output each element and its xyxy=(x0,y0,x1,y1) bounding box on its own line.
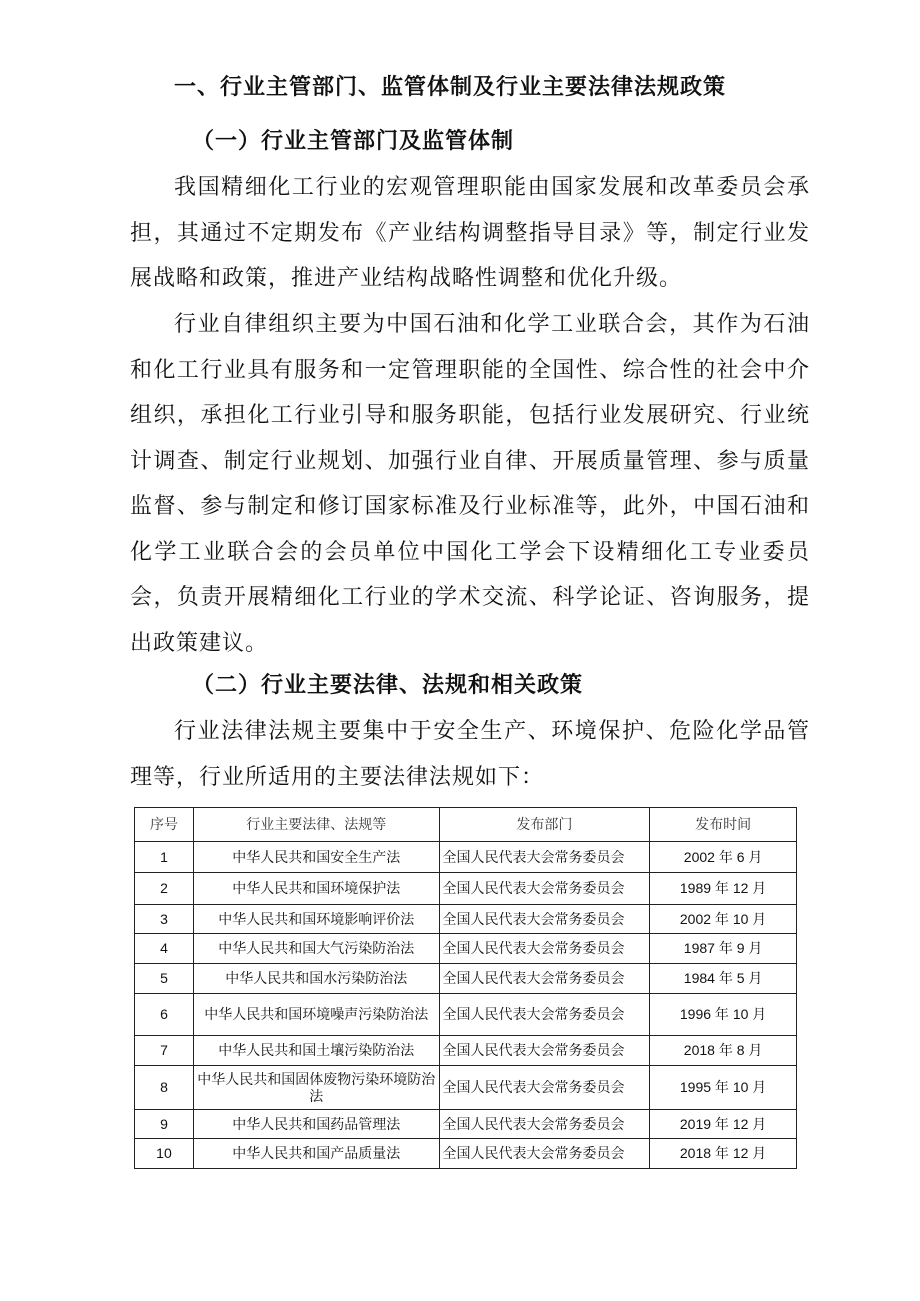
row-dept: 全国人民代表大会常务委员会 xyxy=(439,873,650,905)
row-law-name: 中华人民共和国土壤污染防治法 xyxy=(193,1036,439,1066)
row-no: 10 xyxy=(135,1139,194,1169)
row-date: 2018 年 8 月 xyxy=(650,1036,797,1066)
row-dept: 全国人民代表大会常务委员会 xyxy=(439,905,650,934)
table-row xyxy=(135,873,797,905)
laws-table xyxy=(134,807,797,1169)
row-dept: 全国人民代表大会常务委员会 xyxy=(439,1066,650,1110)
table-row xyxy=(135,994,797,1036)
row-no: 4 xyxy=(135,934,194,964)
document-heading: 一、行业主管部门、监管体制及行业主要法律法规政策 xyxy=(174,75,727,100)
row-no: 5 xyxy=(135,964,194,994)
row-date: 2019 年 12 月 xyxy=(650,1110,797,1139)
row-dept: 全国人民代表大会常务委员会 xyxy=(439,842,650,873)
row-date: 1996 年 10 月 xyxy=(650,994,797,1036)
row-dept: 全国人民代表大会常务委员会 xyxy=(439,964,650,994)
table-row xyxy=(135,1036,797,1066)
table-row xyxy=(135,842,797,873)
row-dept: 全国人民代表大会常务委员会 xyxy=(439,1110,650,1139)
row-date: 1995 年 10 月 xyxy=(650,1066,797,1110)
row-law-name: 中华人民共和国环境保护法 xyxy=(193,873,439,905)
row-law-name: 中华人民共和国大气污染防治法 xyxy=(193,934,439,964)
row-no: 8 xyxy=(135,1066,194,1110)
row-law-name: 中华人民共和国药品管理法 xyxy=(193,1110,439,1139)
row-law-name: 中华人民共和国固体废物污染环境防治法 xyxy=(193,1066,439,1110)
header-law-name: 行业主要法律、法规等 xyxy=(193,808,439,842)
row-dept: 全国人民代表大会常务委员会 xyxy=(439,1139,650,1169)
row-date: 2002 年 10 月 xyxy=(650,905,797,934)
row-law-name: 中华人民共和国环境影响评价法 xyxy=(193,905,439,934)
row-date: 1989 年 12 月 xyxy=(650,873,797,905)
row-no: 2 xyxy=(135,873,194,905)
row-law-name: 中华人民共和国环境噪声污染防治法 xyxy=(193,994,439,1036)
row-no: 7 xyxy=(135,1036,194,1066)
row-dept: 全国人民代表大会常务委员会 xyxy=(439,934,650,964)
row-law-name: 中华人民共和国水污染防治法 xyxy=(193,964,439,994)
row-date: 2018 年 12 月 xyxy=(650,1139,797,1169)
table-row xyxy=(135,1110,797,1139)
paragraph-macro-management: 我国精细化工行业的宏观管理职能由国家发展和改革委员会承担，其通过不定期发布《产业结构调整指导目录》等，制定行业发展战略和政策，推进产业结构战略性调整和优化升级。 xyxy=(130,175,810,291)
section-title-supervision: （一）行业主管部门及监管体制 xyxy=(192,129,515,154)
header-no: 序号 xyxy=(135,808,194,842)
table-row xyxy=(135,905,797,934)
table-row xyxy=(135,934,797,964)
header-date: 发布时间 xyxy=(650,808,797,842)
paragraph-laws-intro: 行业法律法规主要集中于安全生产、环境保护、危险化学品管理等，行业所适用的主要法律法规如下： xyxy=(130,719,810,790)
row-law-name: 中华人民共和国安全生产法 xyxy=(193,842,439,873)
paragraph-self-regulation: 行业自律组织主要为中国石油和化学工业联合会，其作为石油和化工行业具有服务和一定管理职能的全国性、综合性的社会中介组织，承担化工行业引导和服务职能，包括行业发展研究、行业统计调查、制定行业规划、加强行业自律、开展质量管理、参与质量监督、参与制定和修订国家标准及行业标准等，此外，中国石油和化学工业联合会的会员单位中国化工学会下设精细化工专业委员会，负责开展精细化工行业的学术交流、科学论证、咨询服务，提出政策建议。 xyxy=(130,312,810,656)
row-no: 6 xyxy=(135,994,194,1036)
row-dept: 全国人民代表大会常务委员会 xyxy=(439,994,650,1036)
row-date: 1987 年 9 月 xyxy=(650,934,797,964)
section-title-laws: （二）行业主要法律、法规和相关政策 xyxy=(192,673,584,698)
row-date: 1984 年 5 月 xyxy=(650,964,797,994)
row-no: 3 xyxy=(135,905,194,934)
row-no: 1 xyxy=(135,842,194,873)
table-header-row xyxy=(135,808,797,842)
table-row xyxy=(135,1066,797,1110)
table-row xyxy=(135,1139,797,1169)
header-dept: 发布部门 xyxy=(439,808,650,842)
table-row xyxy=(135,964,797,994)
row-no: 9 xyxy=(135,1110,194,1139)
row-date: 2002 年 6 月 xyxy=(650,842,797,873)
row-dept: 全国人民代表大会常务委员会 xyxy=(439,1036,650,1066)
row-law-name: 中华人民共和国产品质量法 xyxy=(193,1139,439,1169)
